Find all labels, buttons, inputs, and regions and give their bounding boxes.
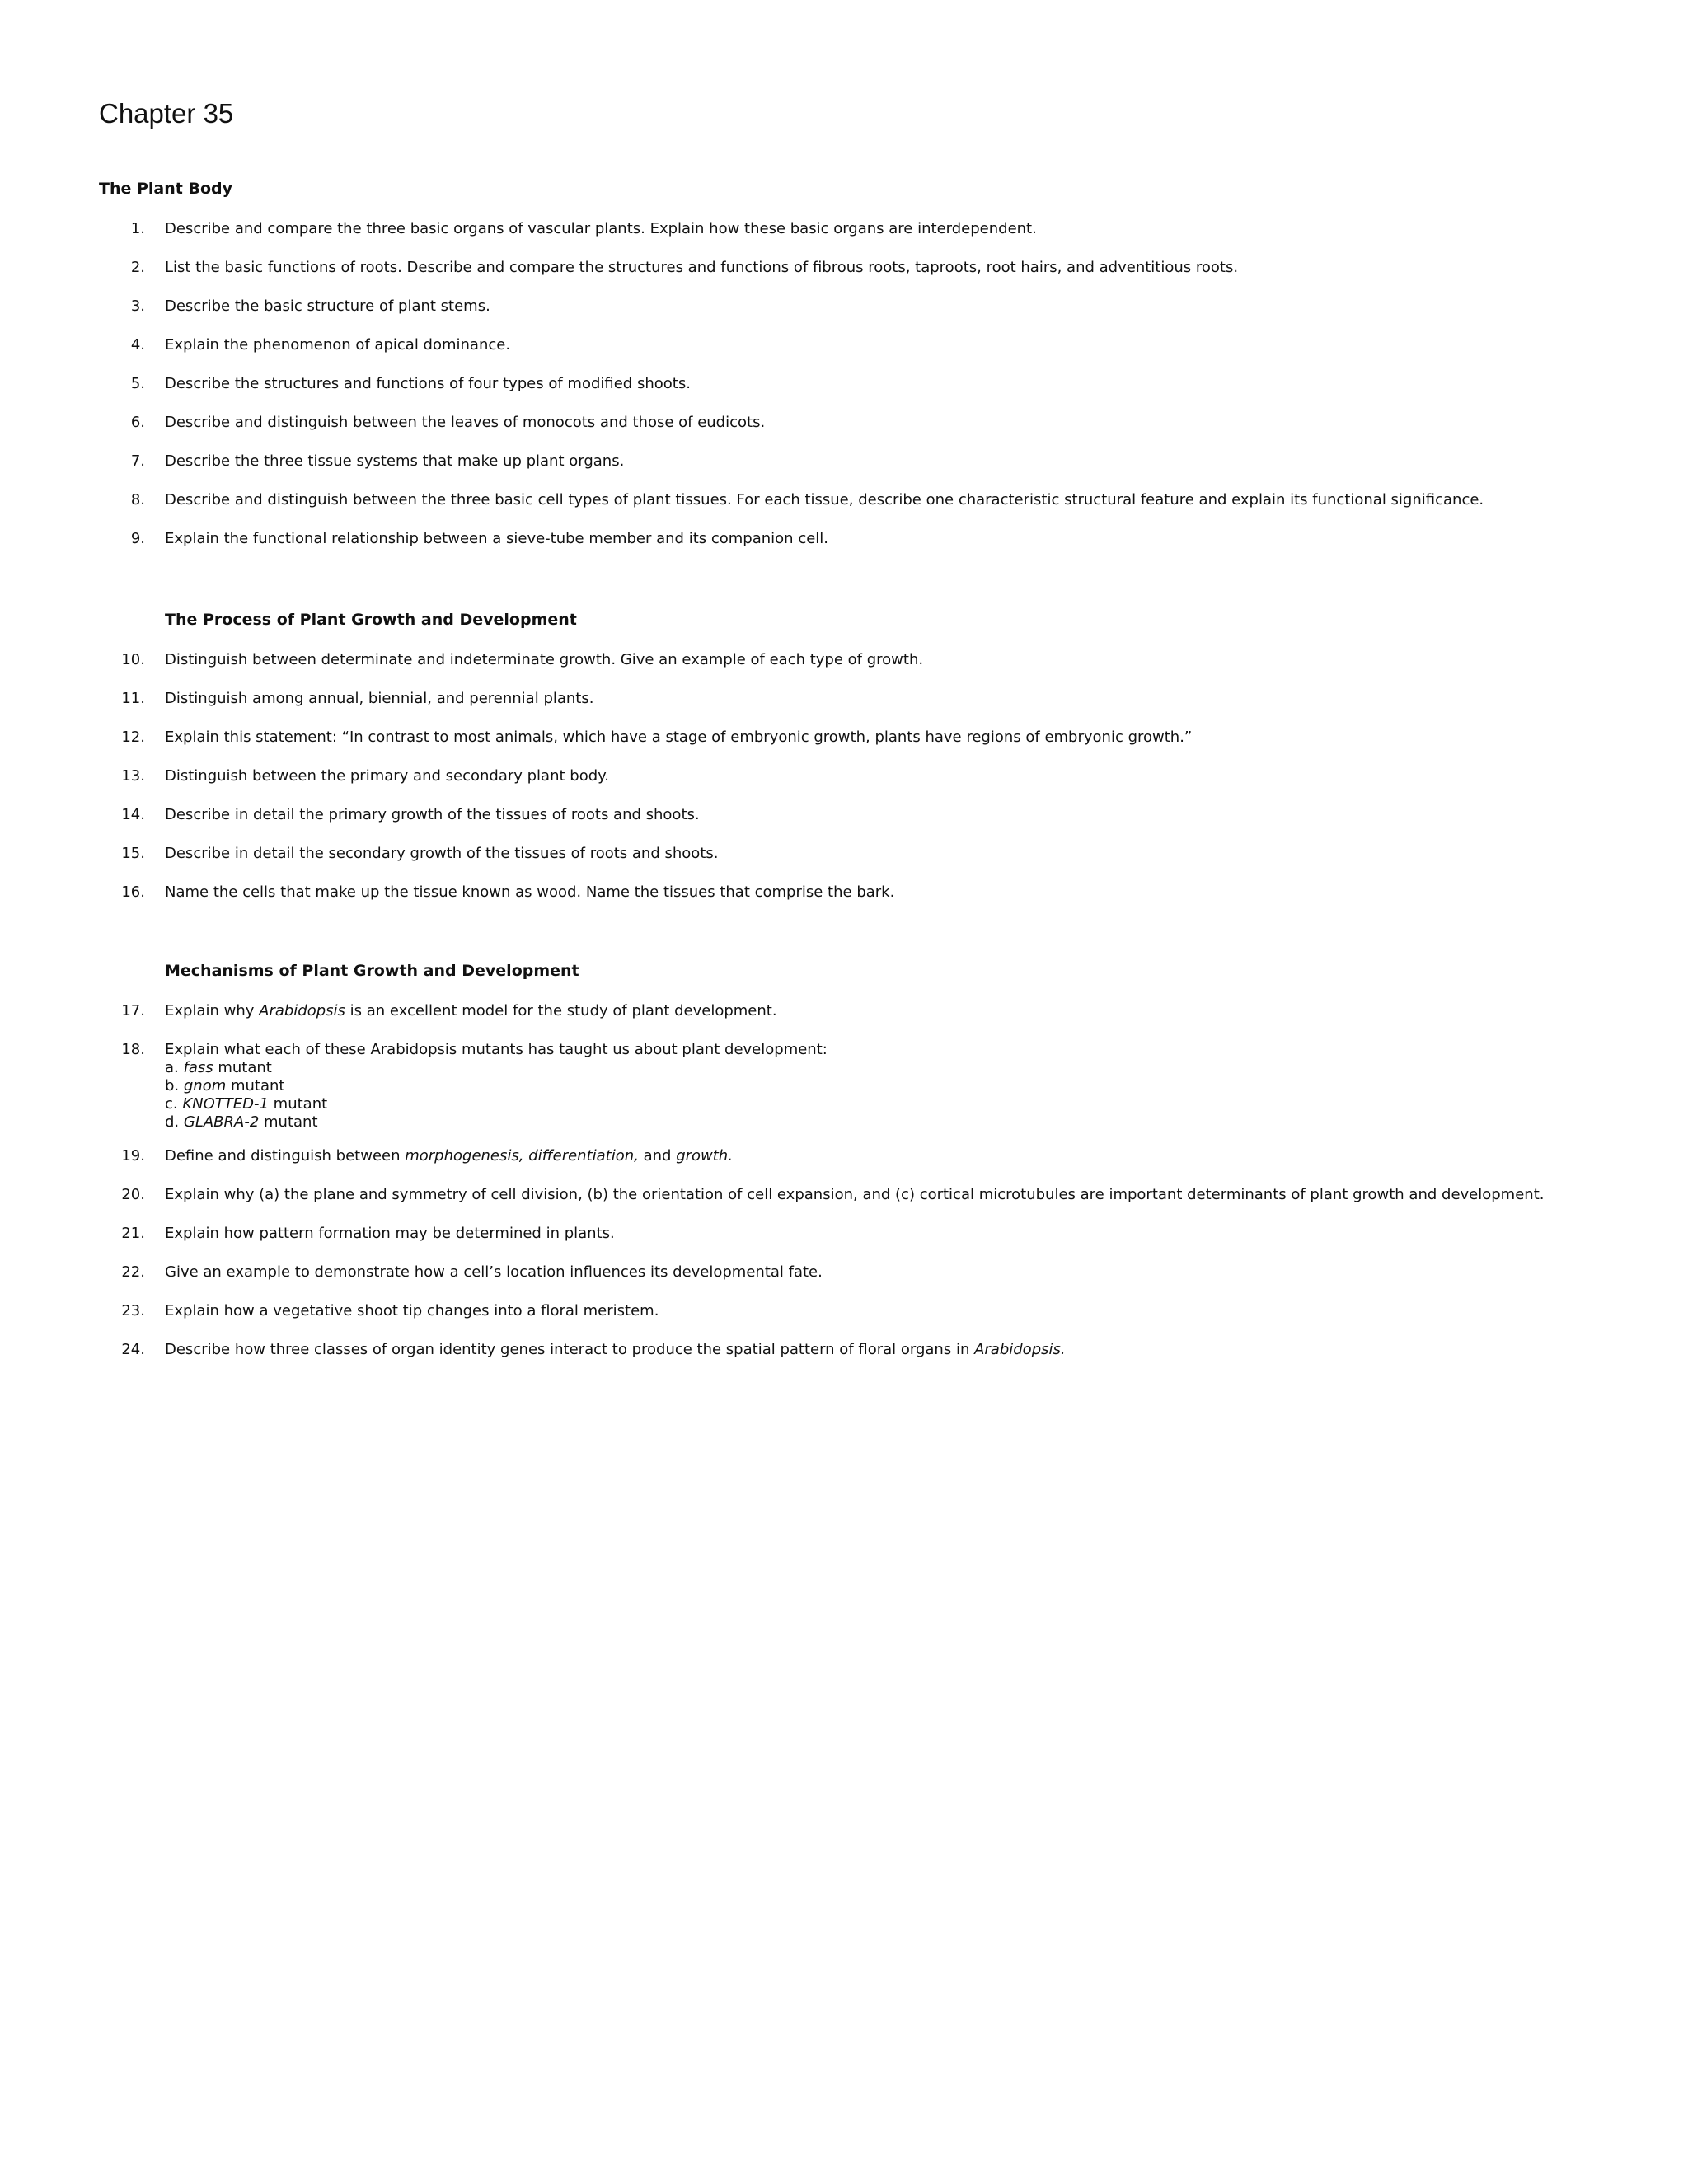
item-number: 5. — [130, 375, 145, 392]
section-heading-mechanisms: Mechanisms of Plant Growth and Development — [165, 962, 579, 980]
item-text: Explain how pattern formation may be determined in plants. — [165, 1225, 615, 1242]
item-number: 18. — [121, 1041, 145, 1058]
section-heading-growth-process: The Process of Plant Growth and Development — [165, 611, 577, 629]
item-number: 19. — [121, 1147, 145, 1165]
section-heading-plant-body: The Plant Body — [99, 180, 232, 198]
item-number: 3. — [130, 298, 145, 315]
italic-term: Arabidopsis — [259, 1002, 345, 1019]
item-text: Describe and distinguish between the three basic cell types of plant tissues. For each tissue, describe one characteristic structural feature and explain its functional significance. — [165, 491, 1484, 509]
item-text: Explain how a vegetative shoot tip changes into a floral meristem. — [165, 1302, 659, 1319]
item-text: Describe in detail the primary growth of the tissues of roots and shoots. — [165, 806, 700, 823]
item-number: 9. — [130, 530, 145, 547]
italic-term: morphogenesis, differentiation, — [405, 1147, 639, 1165]
item-text: Describe how three classes of organ identity genes interact to produce the spatial pattern of floral organs in Arabidopsis. — [165, 1341, 1066, 1358]
italic-term: Arabidopsis. — [974, 1341, 1066, 1358]
item-text: Name the cells that make up the tissue known as wood. Name the tissues that comprise the bark. — [165, 883, 895, 901]
item-number: 15. — [121, 845, 145, 862]
mutant-name: fass — [183, 1059, 213, 1076]
item-number: 21. — [121, 1225, 145, 1242]
sublist-item: c. KNOTTED-1 mutant — [165, 1095, 328, 1113]
item-number: 16. — [121, 883, 145, 901]
item-number: 13. — [121, 767, 145, 785]
sublist-item: b. gnom mutant — [165, 1077, 285, 1094]
mutant-name: gnom — [183, 1077, 227, 1094]
item-number: 1. — [130, 220, 145, 237]
item-number: 10. — [121, 651, 145, 668]
item-number: 8. — [130, 491, 145, 509]
item-text: Explain the phenomenon of apical dominance. — [165, 336, 511, 354]
item-number: 2. — [130, 259, 145, 276]
sublist-item: a. fass mutant — [165, 1059, 272, 1076]
sublist-item: d. GLABRA-2 mutant — [165, 1113, 318, 1131]
item-number: 22. — [121, 1263, 145, 1281]
mutant-name: GLABRA-2 — [183, 1113, 260, 1131]
item-number: 7. — [130, 452, 145, 470]
item-text: Distinguish between determinate and indeterminate growth. Give an example of each type of growth. — [165, 651, 924, 668]
item-text: Describe and distinguish between the leaves of monocots and those of eudicots. — [165, 414, 766, 431]
item-text: Explain the functional relationship between a sieve-tube member and its companion cell. — [165, 530, 829, 547]
item-text: Describe the three tissue systems that make up plant organs. — [165, 452, 625, 470]
item-text: Describe the structures and functions of four types of modified shoots. — [165, 375, 691, 392]
item-text: Define and distinguish between morphogenesis, differentiation, and growth. — [165, 1147, 733, 1165]
item-text: Give an example to demonstrate how a cell’s location influences its developmental fate. — [165, 1263, 823, 1281]
item-text: Explain why (a) the plane and symmetry of cell division, (b) the orientation of cell expansion, and (c) cortical microtubules are important determinants of plant growth and development. — [165, 1186, 1545, 1203]
item-number: 24. — [121, 1341, 145, 1358]
item-number: 23. — [121, 1302, 145, 1319]
item-text: Describe in detail the secondary growth of the tissues of roots and shoots. — [165, 845, 719, 862]
italic-term: growth. — [676, 1147, 733, 1165]
item-number: 11. — [121, 690, 145, 707]
item-number: 4. — [130, 336, 145, 354]
mutant-name: KNOTTED-1 — [182, 1095, 269, 1113]
chapter-title: Chapter 35 — [99, 98, 234, 129]
item-text: Explain why Arabidopsis is an excellent model for the study of plant development. — [165, 1002, 777, 1019]
item-text: Explain this statement: “In contrast to most animals, which have a stage of embryonic growth, plants have regions of embryonic growth.” — [165, 729, 1193, 746]
item-text: Describe the basic structure of plant stems. — [165, 298, 490, 315]
item-number: 17. — [121, 1002, 145, 1019]
mutant-sublist — [165, 1059, 1665, 1132]
item-number: 12. — [121, 729, 145, 746]
item-text: Distinguish among annual, biennial, and perennial plants. — [165, 690, 594, 707]
item-text: Describe and compare the three basic organs of vascular plants. Explain how these basic organs are interdependent. — [165, 220, 1037, 237]
item-text: Explain what each of these Arabidopsis mutants has taught us about plant development: a. fass mutant b. gnom mutant c. KNOTTED-1 mutant d. GLABRA-2 mutant — [165, 1041, 1665, 1132]
item-number: 14. — [121, 806, 145, 823]
item-number: 6. — [130, 414, 145, 431]
item-text: List the basic functions of roots. Describe and compare the structures and functions of fibrous roots, taproots, root hairs, and adventitious roots. — [165, 259, 1239, 276]
item-number: 20. — [121, 1186, 145, 1203]
item-text: Distinguish between the primary and secondary plant body. — [165, 767, 609, 785]
